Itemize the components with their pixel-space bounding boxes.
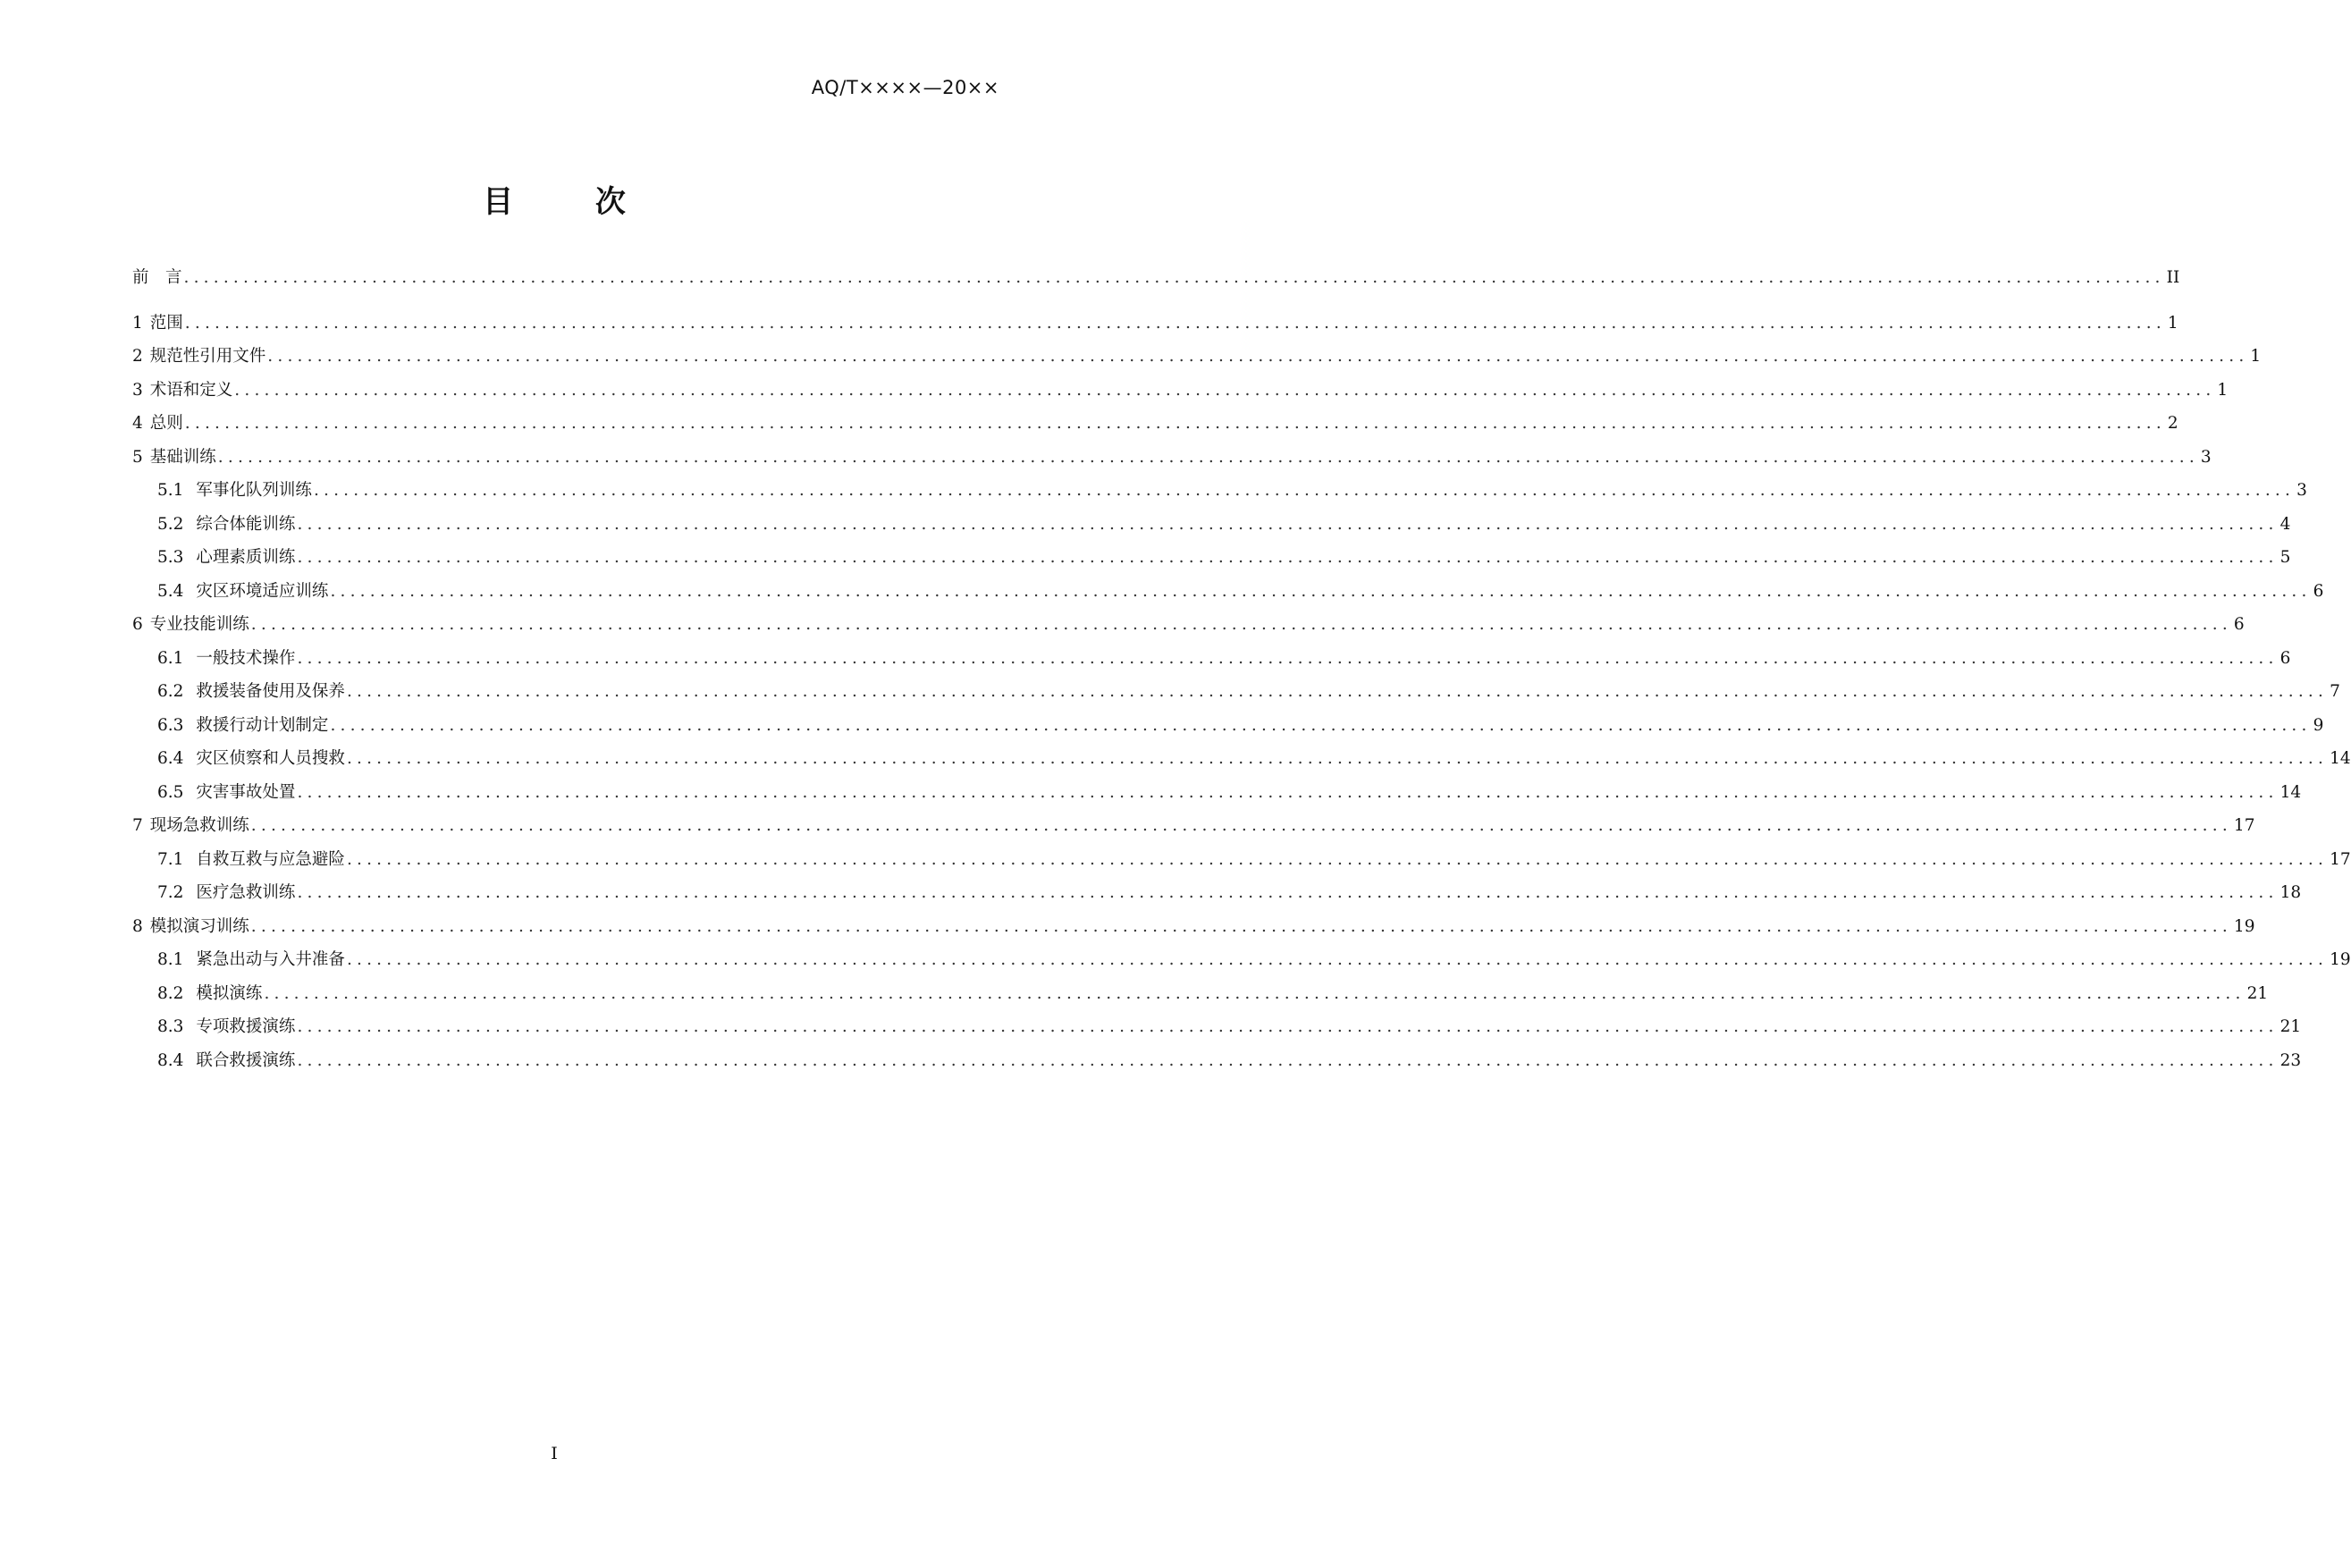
toc-entry-number: 5	[132, 447, 143, 467]
toc-entry[interactable]	[132, 261, 2180, 295]
toc-entry-page: 3	[2296, 481, 2307, 500]
toc-entry[interactable]	[132, 575, 2324, 609]
toc-entry-page: 17	[2233, 816, 2255, 835]
toc-entry-page: 19	[2330, 950, 2351, 969]
toc-entry-page: 6	[2279, 648, 2291, 668]
toc-entry-label: 范围	[149, 313, 183, 333]
toc-entry-label: 综合体能训练	[196, 514, 296, 534]
toc-entry[interactable]	[132, 675, 2340, 709]
toc-title: 目 次	[483, 184, 661, 220]
toc-leader-dots: ........................................................................................................................................................................................................	[264, 983, 2246, 1003]
toc-leader-dots: ........................................................................................................................................................................................................	[297, 648, 2279, 668]
toc-entry-number: 8.1	[157, 950, 184, 969]
toc-leader-dots: ........................................................................................................................................................................................................	[250, 916, 2232, 936]
toc-entry-number: 4	[132, 414, 143, 433]
toc-entry[interactable]	[132, 910, 2255, 944]
toc-leader-dots: ........................................................................................................................................................................................................	[330, 581, 2312, 601]
toc-leader-dots: ........................................................................................................................................................................................................	[250, 816, 2232, 835]
toc-entry[interactable]	[132, 876, 2302, 910]
toc-entry-number: 6.5	[157, 782, 184, 802]
page-number: I	[551, 1444, 558, 1463]
toc-leader-dots: ........................................................................................................................................................................................................	[346, 682, 2329, 701]
toc-entry-label: 救援装备使用及保养	[196, 682, 345, 701]
toc-entry-number: 8	[132, 916, 143, 936]
toc-entry[interactable]	[132, 307, 2178, 341]
toc-entry-number: 7.2	[157, 883, 184, 902]
toc-entry-page: 17	[2330, 849, 2351, 869]
toc-entry-page: 1	[2217, 380, 2229, 400]
toc-entry-page: 6	[2233, 615, 2245, 634]
toc-entry[interactable]	[132, 374, 2229, 408]
toc-leader-dots: ........................................................................................................................................................................................................	[346, 950, 2329, 969]
toc-entry-label: 规范性引用文件	[149, 347, 266, 366]
toc-entry-page: 18	[2279, 883, 2302, 902]
toc-entry[interactable]	[132, 809, 2255, 843]
toc-entry[interactable]	[132, 541, 2291, 575]
toc-entry[interactable]	[132, 843, 2351, 877]
toc-entry-label: 专项救援演练	[196, 1017, 296, 1036]
toc-entry-page: 14	[2279, 782, 2302, 802]
toc-entry[interactable]	[132, 742, 2351, 776]
toc-entry-page: 7	[2330, 682, 2340, 701]
toc-leader-dots: ........................................................................................................................................................................................................	[297, 1017, 2279, 1036]
toc-leader-dots: ........................................................................................................................................................................................................	[217, 447, 2199, 467]
toc-entry-label: 专业技能训练	[149, 615, 249, 634]
toc-entry-number: 5.3	[157, 548, 184, 567]
toc-leader-dots: ........................................................................................................................................................................................................	[184, 414, 2166, 433]
toc-entry-page: 6	[2313, 581, 2324, 601]
toc-entry-label: 模拟演练	[196, 983, 263, 1003]
toc-entry-number: 3	[132, 380, 143, 400]
toc-entry-number: 5.2	[157, 514, 184, 534]
toc-entry-page: 21	[2246, 983, 2269, 1003]
toc-entry[interactable]	[132, 943, 2351, 977]
toc-entry-label: 前 言	[132, 268, 182, 287]
toc-entry-number: 5.4	[157, 581, 184, 601]
toc-entry-label: 心理素质训练	[196, 548, 296, 567]
toc-leader-dots: ........................................................................................................................................................................................................	[297, 782, 2279, 802]
toc-leader-dots: ........................................................................................................................................................................................................	[313, 481, 2296, 500]
toc-leader-dots: ........................................................................................................................................................................................................	[297, 514, 2279, 534]
toc-entry[interactable]	[132, 776, 2302, 810]
toc-entry-page: II	[2166, 268, 2180, 287]
toc-entry-number: 8.2	[157, 983, 184, 1003]
toc-entry-page: 9	[2313, 715, 2324, 735]
toc-leader-dots: ........................................................................................................................................................................................................	[330, 715, 2312, 735]
toc-leader-dots: ........................................................................................................................................................................................................	[297, 883, 2279, 902]
table-of-contents	[132, 261, 2351, 1077]
toc-entry-number: 7.1	[157, 849, 184, 869]
toc-entry-label: 灾害事故处置	[196, 782, 296, 802]
toc-entry[interactable]	[132, 474, 2307, 508]
toc-entry[interactable]	[132, 709, 2324, 743]
toc-entry-number: 7	[132, 816, 143, 835]
toc-entry-number: 6.2	[157, 682, 184, 701]
toc-entry-page: 21	[2279, 1017, 2302, 1036]
toc-entry-label: 基础训练	[149, 447, 216, 467]
toc-entry-page: 1	[2167, 313, 2178, 333]
toc-entry-number: 6.3	[157, 715, 184, 735]
toc-entry-page: 3	[2200, 447, 2212, 467]
toc-leader-dots: ........................................................................................................................................................................................................	[297, 1050, 2279, 1070]
toc-entry[interactable]	[132, 1010, 2302, 1044]
toc-entry[interactable]	[132, 642, 2291, 676]
toc-entry-page: 4	[2279, 514, 2291, 534]
toc-entry[interactable]	[132, 340, 2262, 374]
toc-entry[interactable]	[132, 1044, 2302, 1078]
toc-entry-label: 灾区环境适应训练	[196, 581, 329, 601]
toc-leader-dots: ........................................................................................................................................................................................................	[346, 749, 2329, 768]
toc-entry-number: 1	[132, 313, 143, 333]
toc-leader-dots: ........................................................................................................................................................................................................	[234, 380, 2216, 400]
toc-entry-number: 8.4	[157, 1050, 184, 1070]
toc-entry-page: 1	[2250, 347, 2262, 366]
toc-entry-number: 6.1	[157, 648, 184, 668]
toc-entry-page: 23	[2279, 1050, 2302, 1070]
toc-entry-page: 5	[2279, 548, 2291, 567]
toc-leader-dots: ........................................................................................................................................................................................................	[183, 268, 2165, 287]
toc-entry-page: 14	[2330, 749, 2351, 768]
toc-entry-label: 医疗急救训练	[196, 883, 296, 902]
toc-entry[interactable]	[132, 407, 2178, 441]
toc-entry-label: 联合救援演练	[196, 1050, 296, 1070]
toc-entry-number: 6.4	[157, 749, 184, 768]
toc-entry-label: 术语和定义	[149, 380, 233, 400]
toc-entry[interactable]	[132, 508, 2291, 542]
toc-entry[interactable]	[132, 977, 2269, 1011]
toc-leader-dots: ........................................................................................................................................................................................................	[346, 849, 2329, 869]
toc-entry-number: 5.1	[157, 481, 184, 500]
toc-leader-dots: ........................................................................................................................................................................................................	[267, 347, 2249, 366]
toc-entry-label: 总则	[149, 414, 183, 433]
toc-entry-number: 8.3	[157, 1017, 184, 1036]
toc-entry-label: 现场急救训练	[149, 816, 249, 835]
toc-entry-page: 19	[2233, 916, 2255, 936]
toc-entry-number: 6	[132, 615, 143, 634]
toc-entry-label: 灾区侦察和人员搜救	[196, 749, 345, 768]
toc-entry-label: 一般技术操作	[196, 648, 296, 668]
toc-entry[interactable]	[132, 608, 2245, 642]
toc-leader-dots: ........................................................................................................................................................................................................	[297, 548, 2279, 567]
document-code: AQ/T××××—20××	[811, 77, 999, 98]
toc-leader-dots: ........................................................................................................................................................................................................	[250, 615, 2232, 634]
toc-entry-number: 2	[132, 347, 143, 366]
toc-leader-dots: ........................................................................................................................................................................................................	[184, 313, 2166, 333]
toc-entry[interactable]	[132, 441, 2212, 475]
toc-entry-label: 模拟演习训练	[149, 916, 249, 936]
toc-entry-page: 2	[2167, 414, 2178, 433]
toc-entry-label: 紧急出动与入井准备	[196, 950, 345, 969]
toc-entry-label: 救援行动计划制定	[196, 715, 329, 735]
toc-entry-label: 自救互救与应急避险	[196, 849, 345, 869]
toc-entry-label: 军事化队列训练	[196, 481, 312, 500]
